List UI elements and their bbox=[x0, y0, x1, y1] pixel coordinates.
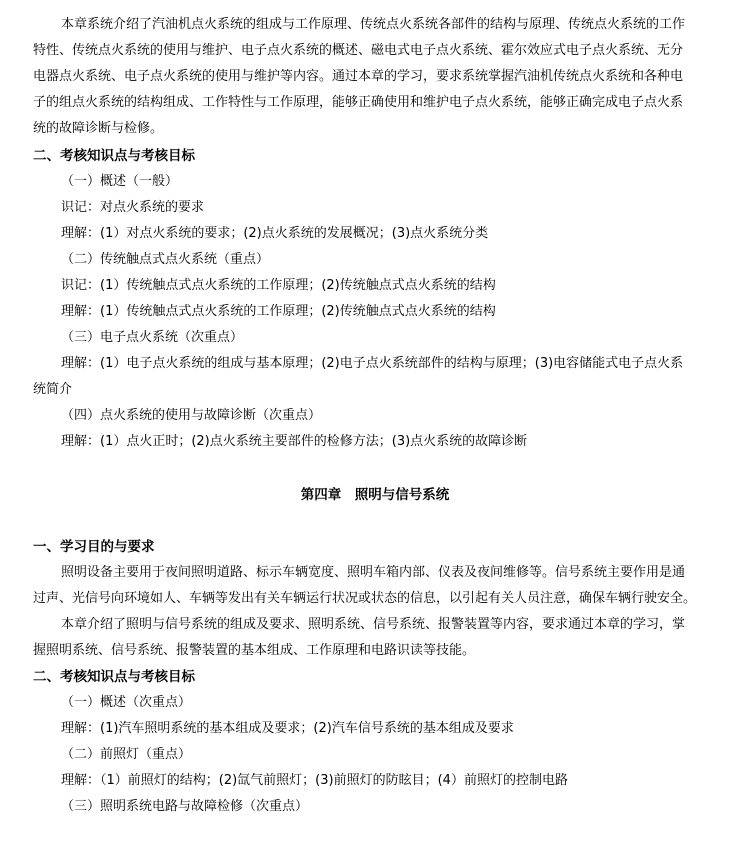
subsection-electronic-ignition: （三）电子点火系统（次重点） bbox=[61, 330, 244, 345]
objectives-para2-line-1: 本章介绍了照明与信号系统的组成及要求、照明系统、信号系统、报警装置等内容，要求通过本章的学习，掌 bbox=[61, 617, 686, 632]
electronic-ignition-understand-line-2: 统简介 bbox=[33, 382, 73, 397]
contact-ignition-understand: 理解：(1）传统触点式点火系统的工作原理；(2)传统触点式点火系统的结构 bbox=[61, 304, 496, 319]
section-heading-assessment: 二、考核知识点与考核目标 bbox=[33, 148, 195, 164]
chapter-title: 第四章 照明与信号系统 bbox=[300, 487, 450, 503]
subsection-contact-ignition: （二）传统触点式点火系统（重点） bbox=[61, 252, 270, 267]
objectives-para2-line-2: 握照明系统、信号系统、报警装置的基本组成、工作原理和电路识读等技能。 bbox=[33, 643, 476, 658]
overview-memorize: 识记：对点火系统的要求 bbox=[61, 200, 205, 215]
intro-line-1: 本章系统介绍了汽油机点火系统的组成与工作原理、传统点火系统各部件的结构与原理、传统点火系统的工作 bbox=[61, 17, 686, 32]
intro-line-3: 电器点火系统、电子点火系统的使用与维护等内容。通过本章的学习，要求系统掌握汽油机传统点火系统和各种电 bbox=[33, 69, 684, 84]
intro-line-2: 特性、传统点火系统的使用与维护、电子点火系统的概述、磁电式电子点火系统、霍尔效应式电子点火系统、无分 bbox=[33, 43, 684, 58]
section-heading-assessment-ch4: 二、考核知识点与考核目标 bbox=[33, 669, 195, 685]
ignition-use-diagnosis-understand: 理解：(1）点火正时；(2)点火系统主要部件的检修方法；(3)点火系统的故障诊断 bbox=[61, 434, 528, 449]
subsection-headlamp: （二）前照灯（重点） bbox=[61, 747, 192, 762]
subsection-overview: （一）概述（一般） bbox=[61, 174, 179, 189]
overview-understand: 理解：(1）对点火系统的要求；(2)点火系统的发展概况；(3)点火系统分类 bbox=[61, 226, 489, 241]
subsection-lighting-overview: （一）概述（次重点） bbox=[61, 695, 192, 710]
intro-line-4: 子的组点火系统的结构组成、工作特性与工作原理，能够正确使用和维护电子点火系统，能够正确完成电子点火系 bbox=[33, 95, 684, 110]
section-heading-objectives: 一、学习目的与要求 bbox=[33, 539, 155, 555]
headlamp-understand: 理解：（1）前照灯的结构；(2)氙气前照灯；(3)前照灯的防眩目；(4）前照灯的控制电路 bbox=[61, 773, 568, 788]
intro-line-5: 统的故障诊断与检修。 bbox=[33, 121, 164, 136]
electronic-ignition-understand-line-1: 理解：(1）电子点火系统的组成与基本原理；(2)电子点火系统部件的结构与原理；(3)电容储能式电子点火系 bbox=[61, 356, 684, 371]
lighting-overview-understand: 理解：(1)汽车照明系统的基本组成及要求；(2)汽车信号系统的基本组成及要求 bbox=[61, 721, 514, 736]
subsection-lighting-circuit: （三）照明系统电路与故障检修（次重点） bbox=[61, 799, 309, 814]
objectives-para1-line-2: 过声、光信号向环境如人、车辆等发出有关车辆运行状况或状态的信息，以引起有关人员注意，确保车辆行驶安全。 bbox=[33, 591, 697, 606]
contact-ignition-memorize: 识记：(1）传统触点式点火系统的工作原理；(2)传统触点式点火系统的结构 bbox=[61, 278, 496, 293]
objectives-para1-line-1: 照明设备主要用于夜间照明道路、标示车辆宽度、照明车箱内部、仪表及夜间维修等。信号系统主要作用是通 bbox=[61, 565, 686, 580]
subsection-ignition-use-diagnosis: （四）点火系统的使用与故障诊断（次重点） bbox=[61, 408, 322, 423]
